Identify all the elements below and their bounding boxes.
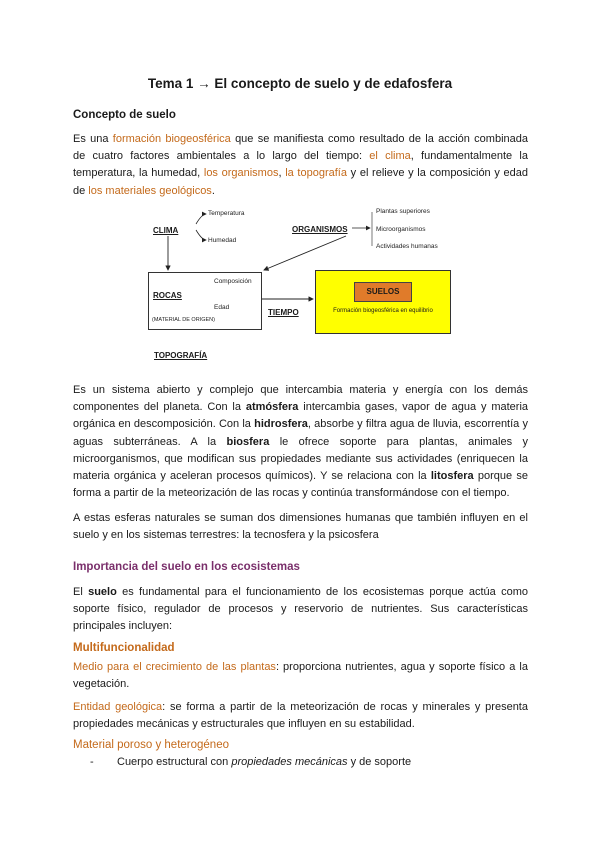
term-biosfera: biosfera xyxy=(226,435,270,448)
highlight-formacion: formación biogeosférica xyxy=(112,133,231,145)
bullet-dash: - xyxy=(90,756,94,768)
term-litosfera: litosfera xyxy=(430,470,474,483)
section-heading-concepto: Concepto de suelo xyxy=(73,109,176,121)
subheading-multifuncionalidad: Multifuncionalidad xyxy=(73,642,175,654)
soil-factors-diagram xyxy=(140,200,470,370)
text-run: Es un sistema abierto y complejo que intercambia materia y energía con los demás componentes del planeta. Con la xyxy=(73,384,528,414)
label-micro: Microorganismos xyxy=(376,226,426,233)
label-plantas: Plantas superiores xyxy=(376,208,430,215)
label-humedad: Humedad xyxy=(208,237,237,244)
text-run: es fundamental para el funcionamiento de los ecosistemas porque actúa como soporte físico, regulador de procesos y reservorio de nutrientes. Sus características principales incluyen: xyxy=(73,586,528,633)
concepto-paragraph xyxy=(73,131,528,200)
text-run: porque se forma a partir de la meteorización de las rocas y continúa transformándose con el tiempo. xyxy=(73,470,528,500)
label-tiempo: TIEMPO xyxy=(268,308,299,317)
label-clima: CLIMA xyxy=(153,226,179,235)
text-run: Cuerpo estructural con xyxy=(117,756,232,768)
sistema-paragraph xyxy=(73,382,528,502)
text-run: , absorbe y filtra agua de lluvia, escorrentía y aguas subterráneas. A la xyxy=(73,418,528,448)
label-material-origen: (MATERIAL DE ORIGEN) xyxy=(152,317,215,323)
medio-paragraph xyxy=(73,659,528,693)
label-topografia: TOPOGRAFÍA xyxy=(154,351,208,360)
text-run: . xyxy=(211,184,215,197)
highlight-materiales: los materiales geológicos xyxy=(88,184,212,197)
dimensiones-paragraph: A estas esferas naturales se suman dos dimensiones humanas que también influyen en el suelo y en los sistemas terrestres: la tecnosfera y la psicosfera xyxy=(73,512,528,542)
label-edad: Edad xyxy=(214,304,230,311)
highlight-organismos: los organismos xyxy=(203,167,279,180)
importancia-paragraph xyxy=(73,584,528,636)
term-suelo: suelo xyxy=(88,586,117,598)
section-heading-importancia: Importancia del suelo en los ecosistemas xyxy=(73,561,300,573)
text-run: y el relieve y la composición y edad de xyxy=(73,167,528,197)
highlight-clima: el clima xyxy=(369,150,411,163)
text-run: : se forma a partir de la meteorización de rocas y minerales y presenta propiedades mecánicas y estructurales que influyen en su estabilidad. xyxy=(73,701,528,731)
entidad-paragraph xyxy=(73,699,528,733)
label-actividades: Actividades humanas xyxy=(376,243,438,250)
suelos-label: SUELOS xyxy=(354,282,412,302)
suelos-box xyxy=(315,270,451,334)
text-run: , fundamentalmente la temperatura, la humedad, xyxy=(73,150,528,180)
text-run: , xyxy=(278,167,286,180)
highlight-medio: Medio para el crecimiento de las plantas xyxy=(73,661,276,673)
label-rocas: ROCAS xyxy=(153,291,182,300)
label-organismos: ORGANISMOS xyxy=(292,225,348,234)
term-atmosfera: atmósfera xyxy=(245,401,299,414)
text-run: y de soporte xyxy=(347,756,412,768)
highlight-entidad: Entidad geológica xyxy=(73,701,163,713)
text-run: le ofrece soporte para plantas, animales y microorganismos, que modifican sus propiedades mediante sus actividades (enriquecen la materia orgánica y aceleran procesos químicos). Y se relaciona con la xyxy=(73,435,528,483)
emphasis-propiedades: propiedades mecánicas xyxy=(231,756,348,768)
list-item xyxy=(90,756,411,768)
highlight-topografia: la topografía xyxy=(285,167,347,180)
page-title: Tema 1 → El concepto de suelo y de edafosfera xyxy=(147,76,453,91)
label-composicion: Composición xyxy=(214,278,252,285)
suelos-subtitle: Formación biogeosférica en equilibrio xyxy=(333,308,433,314)
branch-arrow xyxy=(196,230,206,240)
text-run: que se manifiesta como resultado de la acción combinada de cuatro factores ambientales a lo largo del tiempo: xyxy=(73,133,528,163)
text-run: : proporciona nutrientes, agua y soporte físico a la vegetación. xyxy=(73,661,528,691)
subheading-material-poroso: Material poroso y heterogéneo xyxy=(73,739,229,751)
text-run: Es una xyxy=(73,133,113,145)
text-run: intercambia gases, vapor de agua y materia orgánica en descomposición. Con la xyxy=(73,401,529,431)
branch-arrow xyxy=(196,214,206,224)
organismos-arrow xyxy=(264,236,346,270)
text-run: El xyxy=(73,586,89,598)
term-hidrosfera: hidrosfera xyxy=(254,418,308,431)
label-temperatura: Temperatura xyxy=(208,210,245,217)
